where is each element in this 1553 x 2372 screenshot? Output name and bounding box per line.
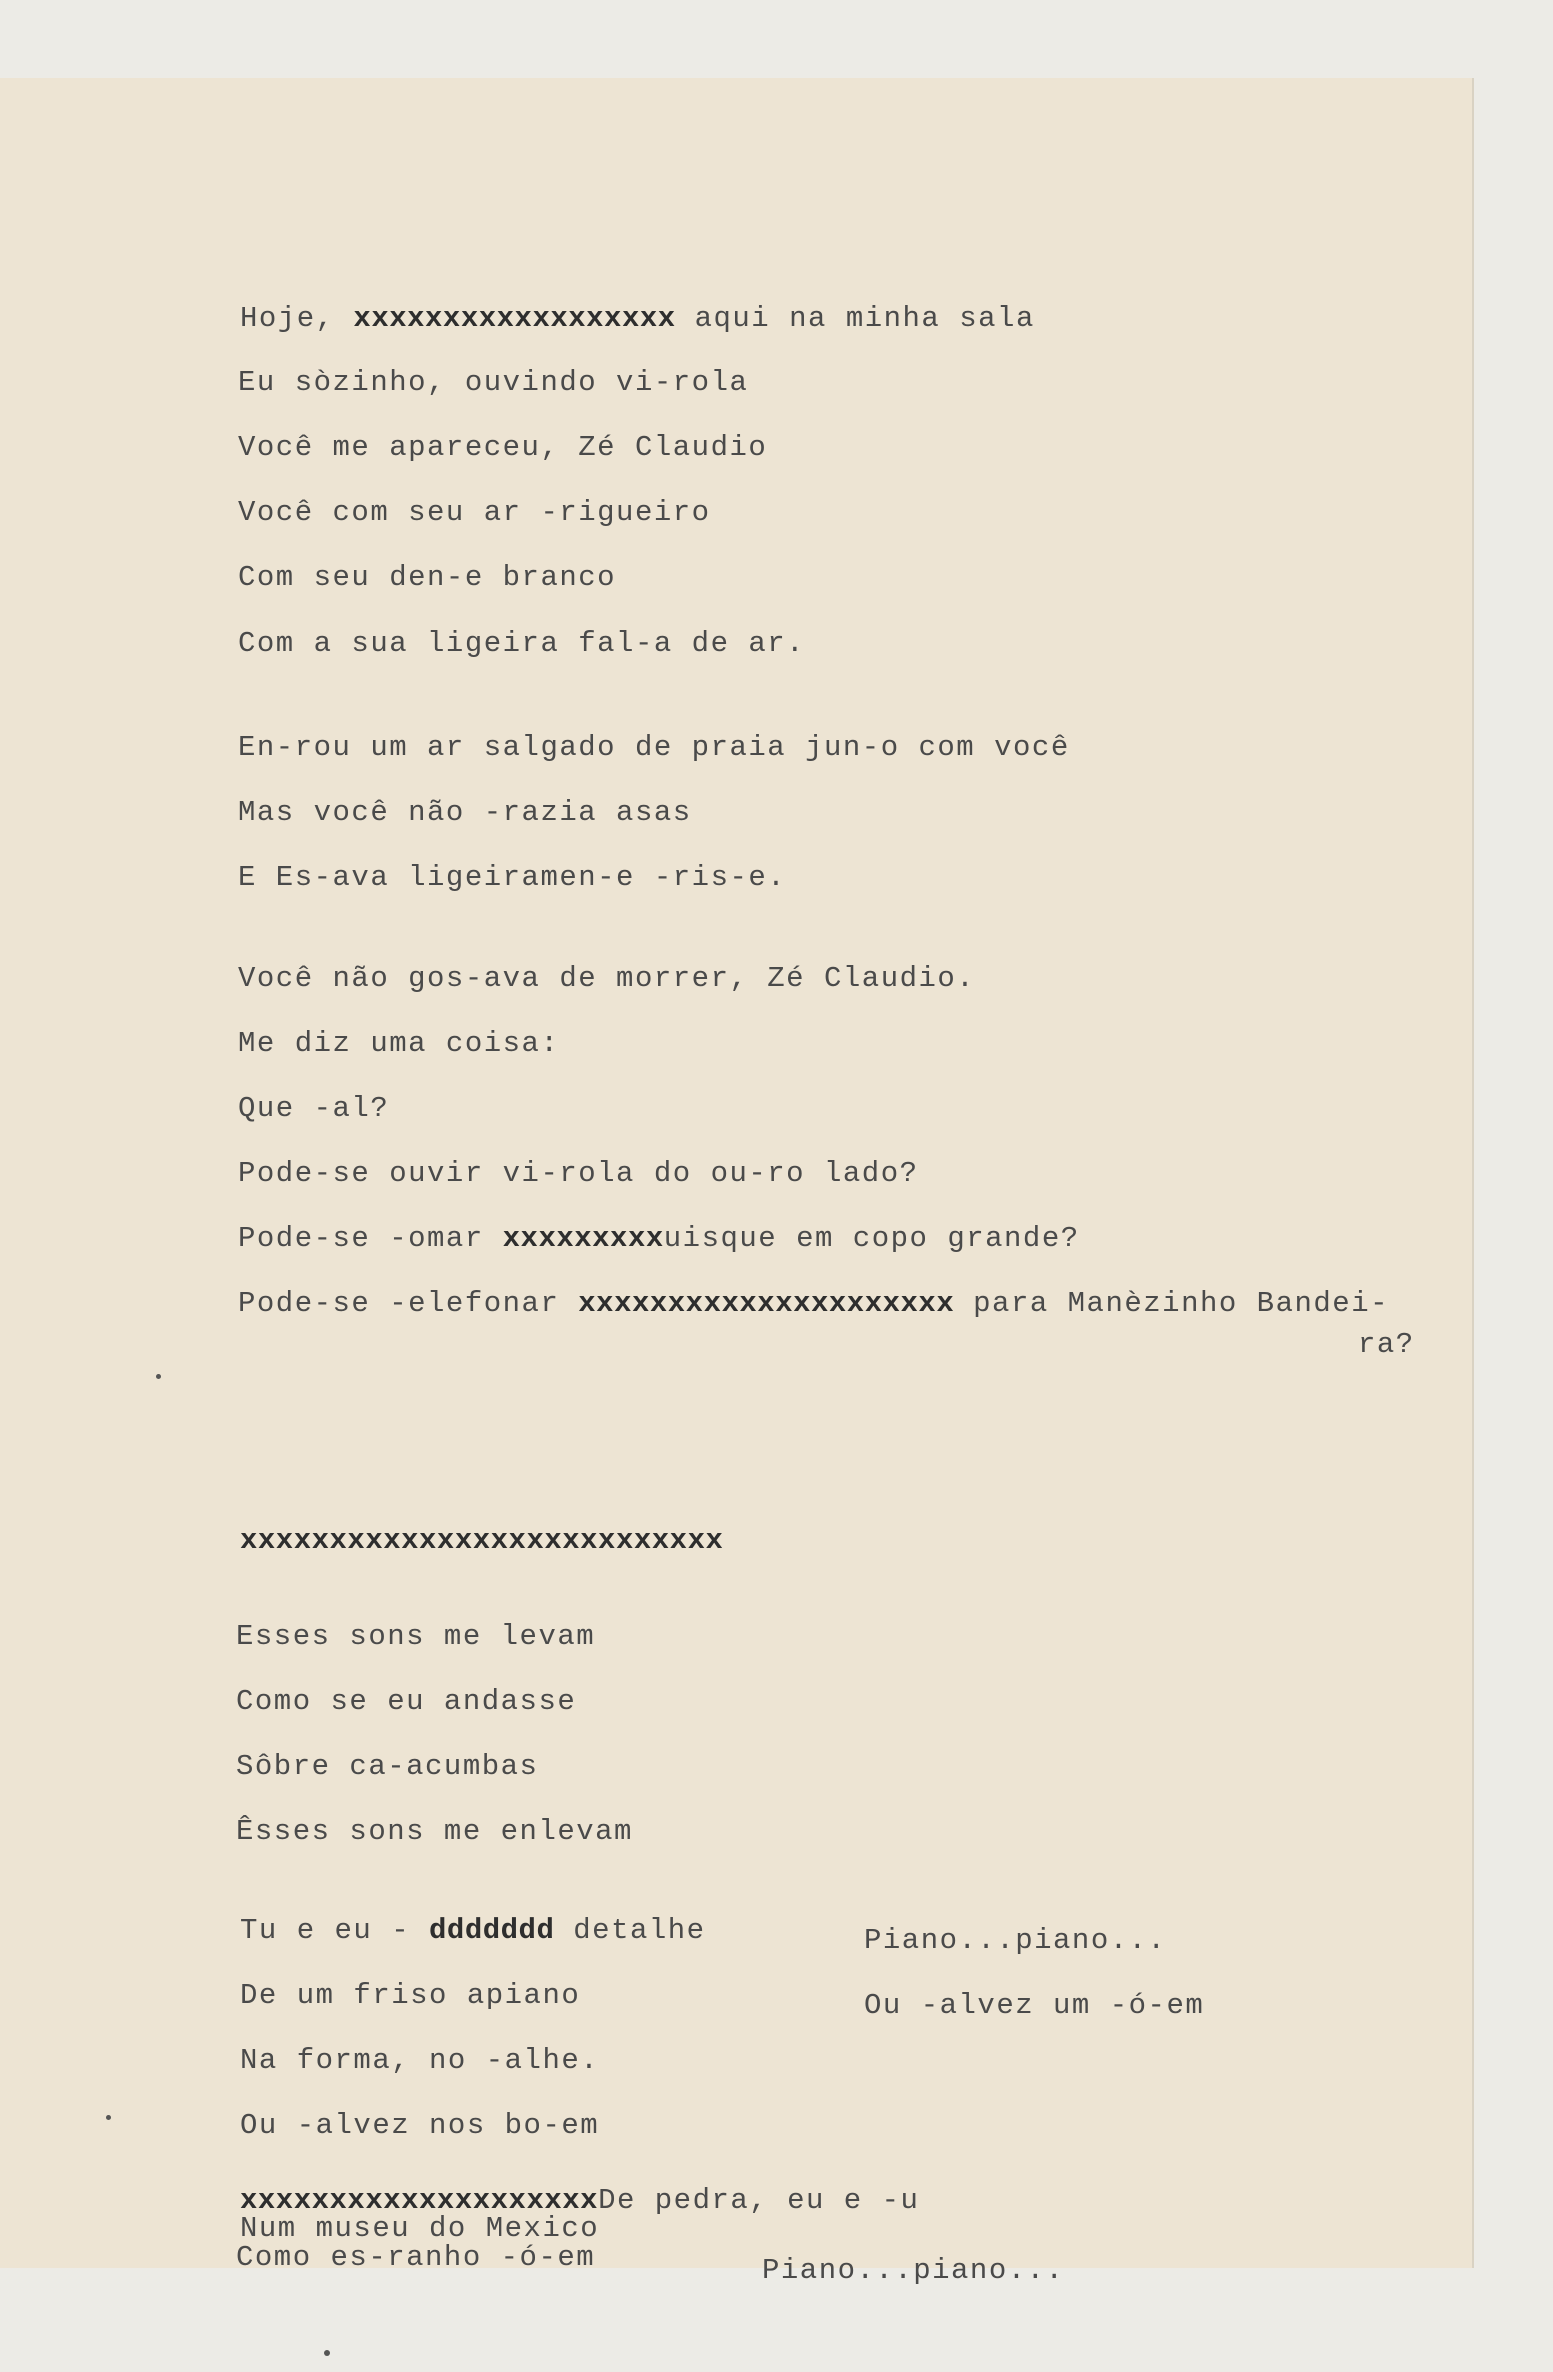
line: E Es-ava ligeiramen-e -ris-e. [238, 861, 787, 894]
line-tu-e-eu: Tu e eu - ddddddd detalhe [240, 1914, 706, 1947]
line: Eu sòzinho, ouvindo vi-rola [238, 366, 749, 399]
line: Com a sua ligeira fal-a de ar. [238, 627, 806, 660]
line: Como se eu andasse [236, 1685, 577, 1718]
line: Esses sons me levam [236, 1620, 596, 1653]
typewritten-page [0, 78, 1472, 2287]
line-telefonar: Pode-se -elefonar xxxxxxxxxxxxxxxxxxxxx para Manèzinho Bandei- [238, 1287, 1389, 1320]
paper-speck [106, 2115, 111, 2120]
line: Como es-ranho -ó-em [236, 2241, 596, 2274]
line: Sôbre ca-acumbas [236, 1750, 539, 1783]
line: En-rou um ar salgado de praia jun-o com você [238, 731, 1070, 764]
paper-speck [156, 1374, 161, 1379]
line: Pode-se ouvir vi-rola do ou-ro lado? [238, 1157, 919, 1190]
line: De um friso apiano [240, 1979, 581, 2012]
line: Você com seu ar -rigueiro [238, 496, 711, 529]
line: Na forma, no -alhe. [240, 2044, 600, 2077]
line: Que -al? [238, 1092, 390, 1125]
line: Num museu do Mexico [240, 2212, 600, 2245]
paper-speck [324, 2350, 330, 2356]
line: Me diz uma coisa: [238, 1027, 560, 1060]
line-hoje: Hoje, xxxxxxxxxxxxxxxxxx aqui na minha sala [240, 302, 1035, 335]
line-uisque: Pode-se -omar xxxxxxxxxuisque em copo grande? [238, 1222, 1080, 1255]
line: Você me apareceu, Zé Claudio [238, 431, 768, 464]
line-right: Ou -alvez um -ó-em [864, 1989, 1205, 2022]
line: Êsses sons me enlevam [236, 1815, 633, 1848]
line: Mas você não -razia asas [238, 796, 692, 829]
struck-out-heading: xxxxxxxxxxxxxxxxxxxxxxxxxxx [240, 1524, 724, 1557]
line: Ou -alvez nos bo-em [240, 2109, 600, 2142]
line: Você não gos-ava de morrer, Zé Claudio. [238, 962, 976, 995]
line-de-pedra: xxxxxxxxxxxxxxxxxxxxDe pedra, eu e -u [240, 2184, 920, 2217]
line-right: Piano...piano... [864, 1924, 1167, 1957]
line-continuation: ra? [1358, 1328, 1415, 1361]
line: Com seu den-e branco [238, 561, 617, 594]
line-right: Piano...piano... [762, 2254, 1065, 2287]
